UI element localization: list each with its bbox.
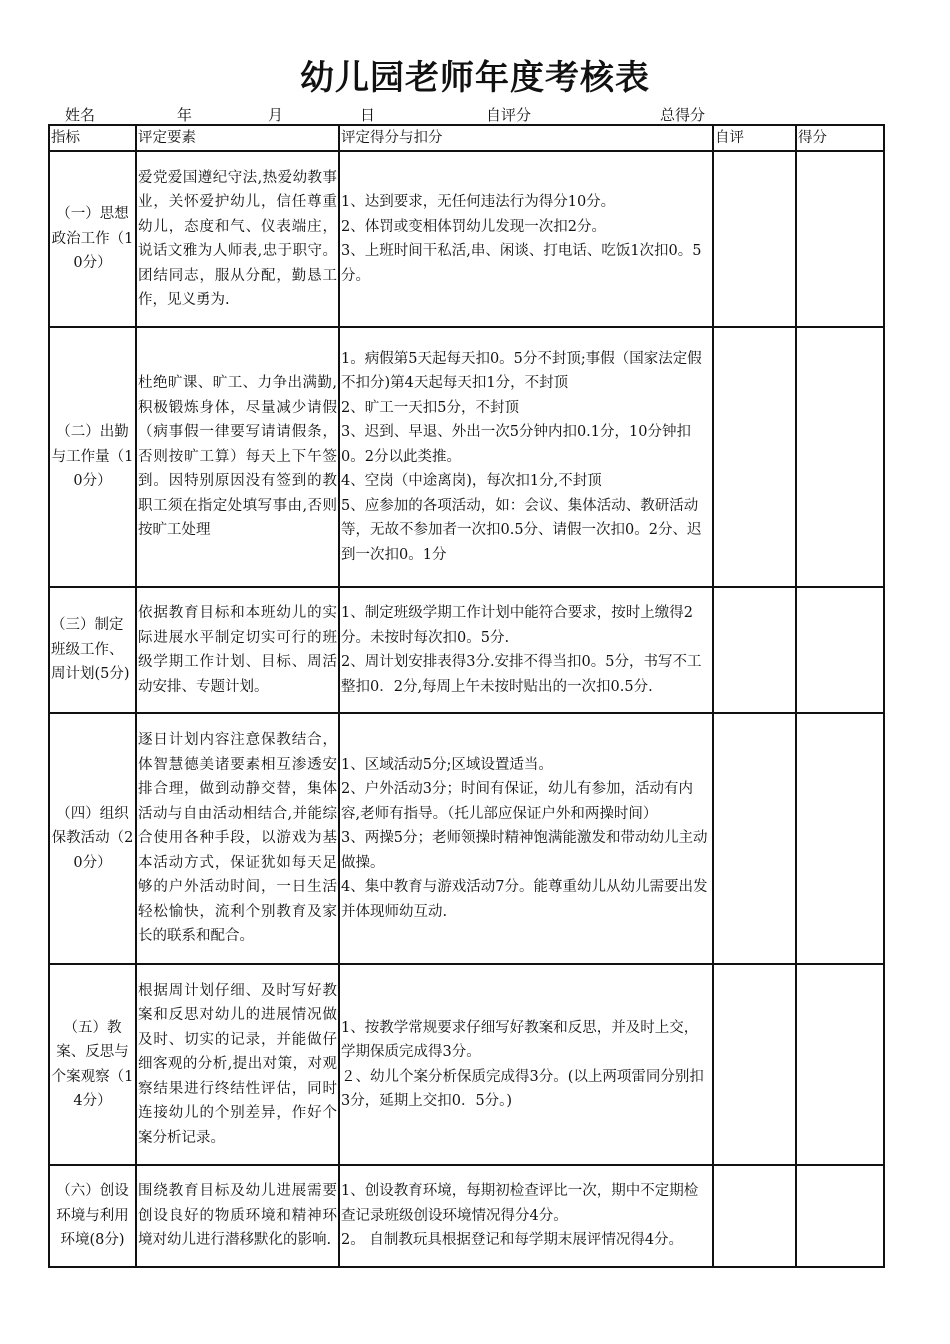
scoring-line: 3、上班时间干私活,串、闲谈、打电话、吃饭1次扣0。5分。 (341, 243, 702, 284)
criteria-cell: 根据周计划仔细、及时写好教案和反思对幼儿的进展情况做及时、切实的记录，并能做仔细客观的分析,提出对策，对观察结果进行终结性评估，同时连接幼儿的个别差异，作好个案分析记录。 (136, 964, 339, 1165)
name-label: 姓名 (65, 106, 96, 124)
scoring-cell (339, 327, 713, 587)
score-cell[interactable] (796, 327, 884, 587)
table-row (49, 587, 884, 713)
self-score-cell[interactable] (713, 964, 796, 1165)
scoring-cell (339, 964, 713, 1165)
total-score-label: 总得分 (660, 106, 706, 124)
self-score-cell[interactable] (713, 327, 796, 587)
score-cell[interactable] (796, 713, 884, 964)
table-row (49, 327, 884, 587)
criteria-cell: 爱党爱国遵纪守法,热爱幼教事业，关怀爱护幼儿，信任尊重幼儿，态度和气、仪表端庄，说话文雅为人师表,忠于职守。团结同志，服从分配，勤恳工作，见义勇为. (136, 151, 339, 327)
self-eval-label: 自评分 (486, 106, 532, 124)
indicator-cell: （三）制定班级工作、周计划(5分) (49, 587, 136, 713)
scoring-cell (339, 713, 713, 964)
scoring-line: 1、达到要求，无任何违法行为得分10分。 (341, 194, 616, 210)
scoring-cell (339, 1165, 713, 1267)
page-title: 幼儿园老师年度考核表 (300, 58, 650, 98)
column-header-self: 自评 (713, 125, 796, 151)
column-header-scoring: 评定得分与扣分 (339, 125, 713, 151)
scoring-line: 3、迟到、早退、外出一次5分钟内扣0.1分，10分钟扣0。2分以此类推。 (341, 424, 691, 465)
scoring-cell (339, 587, 713, 713)
column-header-criteria: 评定要素 (136, 125, 339, 151)
table-row (49, 151, 884, 327)
month-label: 月 (268, 106, 284, 124)
scoring-line: 2、周计划安排表得3分.安排不得当扣0。5分，书写不工整扣0．2分,每周上午未按时贴出的一次扣0.5分. (341, 654, 702, 695)
score-cell[interactable] (796, 151, 884, 327)
assessment-table (48, 124, 885, 1268)
self-score-cell[interactable] (713, 587, 796, 713)
indicator-cell: （五）教案、反思与个案观察（14分） (49, 964, 136, 1165)
column-header-indicator: 指标 (49, 125, 136, 151)
criteria-cell: 逐日计划内容注意保教结合，体智慧德美诸要素相互渗透安排合理，做到动静交替，集体活动与自由活动相结合,并能综合使用各种手段，以游戏为基本活动方式，保证犹如每天足够的户外活动时间，一日生活轻松愉快，流利个别教育及家长的联系和配合。 (136, 713, 339, 964)
self-score-cell[interactable] (713, 713, 796, 964)
indicator-cell: （一）思想政治工作（10分） (49, 151, 136, 327)
indicator-cell: （二）出勤与工作量（10分） (49, 327, 136, 587)
scoring-line: 1、区域活动5分;区域设置适当。 (341, 756, 553, 773)
scoring-cell (339, 151, 713, 327)
score-cell[interactable] (796, 1165, 884, 1267)
column-header-score: 得分 (796, 125, 884, 151)
criteria-cell: 围绕教育目标及幼儿进展需要创设良好的物质环境和精神环境对幼儿进行潜移默化的影响. (136, 1165, 339, 1267)
criteria-cell: 依据教育目标和本班幼儿的实际进展水平制定切实可行的班级学期工作计划、目标、周活动安排、专题计划。 (136, 587, 339, 713)
table-row (49, 964, 884, 1165)
table-header-row (49, 125, 884, 151)
scoring-line: 2、旷工一天扣5分，不封顶 (341, 399, 519, 416)
scoring-line: 3、两操5分；老师领操时精神饱满能激发和带动幼儿主动做操。 (341, 830, 708, 871)
score-cell[interactable] (796, 964, 884, 1165)
indicator-cell: （四）组织保教活动（20分） (49, 713, 136, 964)
self-score-cell[interactable] (713, 1165, 796, 1267)
day-label: 日 (360, 106, 376, 124)
table-row (49, 713, 884, 964)
scoring-line: 5、应参加的各项活动，如：会议、集体活动、教研活动等，无故不参加者一次扣0.5分、请假一次扣0。2分、迟到一次扣0。1分 (341, 497, 702, 563)
indicator-cell: （六）创设环境与利用环境(8分) (49, 1165, 136, 1267)
scoring-line: 2、体罚或变相体罚幼儿发现一次扣2分。 (341, 218, 606, 235)
scoring-line: 1、制定班级学期工作计划中能符合要求，按时上缴得2分。未按时每次扣0。5分. (341, 605, 693, 646)
scoring-line: 1、按教学常规要求仔细写好教案和反思，并及时上交，学期保质完成得3分。 (341, 1019, 699, 1060)
criteria-cell: 杜绝旷课、旷工、力争出满勤,积极锻炼身体，尽量减少请假（病事假一律要写请请假条，否则按旷工算）每天上下午签到。因特别原因没有签到的教职工须在指定处填写事由,否则按旷工处理 (136, 327, 339, 587)
score-cell[interactable] (796, 587, 884, 713)
self-score-cell[interactable] (713, 151, 796, 327)
year-label: 年 (177, 106, 193, 124)
scoring-line: 1、创设教育环境，每期初检查评比一次，期中不定期检查记录班级创设环境情况得分4分。 (341, 1183, 699, 1224)
scoring-line: 4、集中教育与游戏活动7分。能尊重幼儿从幼儿需要出发并体现师幼互动. (341, 879, 708, 920)
scoring-line: ２、幼儿个案分析保质完成得3分。(以上两项雷同分别扣3分，延期上交扣0．5分。) (341, 1068, 704, 1109)
table-row (49, 1165, 884, 1267)
scoring-line: 4、空岗（中途离岗)，每次扣1分,不封顶 (341, 473, 602, 490)
scoring-line: 1。病假第5天起每天扣0。5分不封顶;事假（国家法定假不扣分)第4天起每天扣1分，不封顶 (341, 350, 702, 392)
scoring-line: 2。 自制教玩具根据登记和每学期末展评情况得4分。 (341, 1232, 684, 1249)
scoring-line: 2、户外活动3分；时间有保证，幼儿有参加，活动有内容,老师有指导。（托儿部应保证户外和两操时间） (341, 781, 693, 822)
